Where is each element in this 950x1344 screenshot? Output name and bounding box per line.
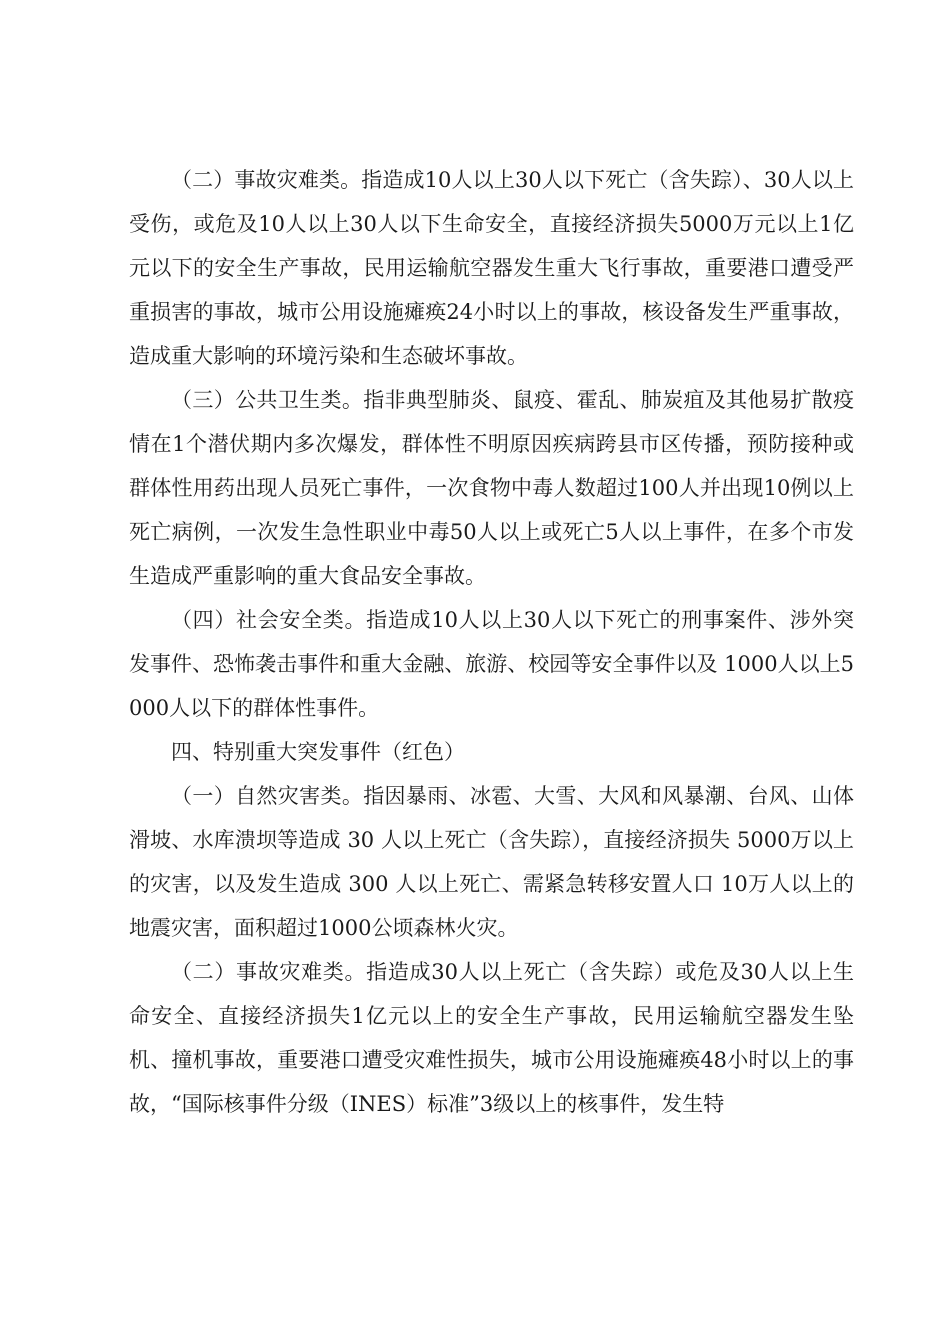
paragraph-natural-disaster-especially-major: （一）自然灾害类。指因暴雨、冰雹、大雪、大风和风暴潮、台风、山体滑坡、水库溃坝等造成 30 人以上死亡（含失踪），直接经济损失 5000万以上的灾害，以及发生造成 300 人以上死亡、需紧急转移安置人口 10万人以上的地震灾害，面积超过1000公顷森林火灾。 xyxy=(129,784,854,940)
paragraph-social-security-major: （四）社会安全类。指造成10人以上30人以下死亡的刑事案件、涉外突发事件、恐怖袭击事件和重大金融、旅游、校园等安全事件以及 1000人以上5000人以下的群体性事件。 xyxy=(129,608,854,720)
document-body xyxy=(129,158,854,1126)
paragraph-accident-disaster-especially-major: （二）事故灾难类。指造成30人以上死亡（含失踪）或危及30人以上生命安全、直接经济损失1亿元以上的安全生产事故，民用运输航空器发生坠机、撞机事故，重要港口遭受灾难性损失，城市公用设施瘫痪48小时以上的事故，“国际核事件分级（INES）标准”3级以上的核事件，发生特 xyxy=(129,960,854,1116)
paragraph-public-health-major: （三）公共卫生类。指非典型肺炎、鼠疫、霍乱、肺炭疽及其他易扩散疫情在1个潜伏期内多次爆发，群体性不明原因疾病跨县市区传播，预防接种或群体性用药出现人员死亡事件，一次食物中毒人数超过100人并出现10例以上死亡病例，一次发生急性职业中毒50人以上或死亡5人以上事件，在多个市发生造成严重影响的重大食品安全事故。 xyxy=(129,388,854,588)
section-heading-especially-major: 四、特别重大突发事件（红色） xyxy=(171,740,465,764)
paragraph-accident-disaster-major: （二）事故灾难类。指造成10人以上30人以下死亡（含失踪）、30人以上受伤，或危及10人以上30人以下生命安全，直接经济损失5000万元以上1亿元以下的安全生产事故，民用运输航空器发生重大飞行事故，重要港口遭受严重损害的事故，城市公用设施瘫痪24小时以上的事故，核设备发生严重事故，造成重大影响的环境污染和生态破坏事故。 xyxy=(129,168,854,368)
